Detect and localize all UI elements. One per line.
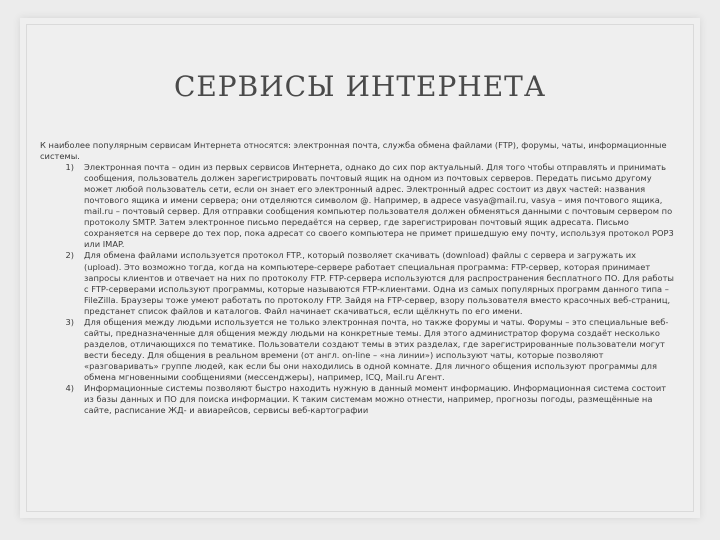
list-item-number: 2): [65, 250, 74, 261]
list-item: [40, 250, 676, 316]
list-item-number: 3): [65, 316, 74, 327]
slide-body: [40, 140, 676, 416]
list-item-text: Информационные системы позволяют быстро находить нужную в данный момент информацию. Информационная система состоит из базы данных и ПО для поиска информации. К таким системам можно отнести, например, прогнозы погоды, размещённые на сайте, расписание ЖД- и авиарейсов, сервисы веб-картографии: [84, 383, 667, 416]
list-item: [40, 383, 676, 416]
intro-paragraph: К наиболее популярным сервисам Интернета относятся: электронная почта, служба обмена файлами (FTP), форумы, чаты, информационные системы.: [40, 140, 667, 162]
list-item-text: Для общения между людьми используется не только электронная почта, но также форумы и чаты. Форумы – это специальные веб-сайты, предназначенные для общения между людьми на конкретные темы. Для этого администратор форума создаёт несколько разделов, отличающихся по тематике. Пользователи создают темы в этих разделах, где зарегистрированные пользователи могут вести беседу. Для общения в реальном времени (от англ. on-line – «на линии») используют чаты, которые позволяют «разговаривать» группе людей, как если бы они находились в одной комнате. Для личного общения используют программы для обмена мгновенными сообщениями (мессенджеры), например, ICQ, Mail.ru Агент.: [84, 316, 669, 382]
list-item: [40, 162, 676, 250]
list-item-number: 4): [65, 383, 74, 394]
list-item-number: 1): [65, 162, 74, 173]
list-item-text: Для обмена файлами используется протокол FTP., который позволяет скачивать (download) файлы с сервера и загружать их (upload). Это возможно тогда, когда на компьютере-сервере работает специальная программа: FTP-сервер, которая принимает запросы клиентов и отвечает на них по протоколу FTP. FTP-сервера используются для распространения бесплатного ПО. Для работы с FTP-серверами используют программы, которые называются FTP-клиентами. Одна из самых популярных программ данного типа – FileZilla. Браузеры тоже умеют работать по протоколу FTP. Зайдя на FTP-сервер, взору пользователя вместо красочных веб-страниц, предстанет список файлов и каталогов. Файл начинает скачиваться, если щёлкнуть по его имени.: [84, 250, 674, 316]
slide: [20, 18, 700, 518]
slide-title: СЕРВИСЫ ИНТЕРНЕТА: [173, 70, 547, 103]
list-item: [40, 317, 676, 383]
services-list: [40, 162, 676, 416]
list-item-text: Электронная почта – один из первых сервисов Интернета, однако до сих пор актуальный. Для того чтобы отправлять и принимать сообщения, пользователь должен зарегистрировать почтовый ящик на одном из почтовых серверов. Передать письмо другому может любой пользователь сети, если он знает его электронный адрес. Электронный адрес состоит из двух частей: названия почтового ящика и имени сервера; они отделяются символом @. Например, в адресе vasya@mail.ru, vasya – имя почтового ящика, mail.ru – почтовый сервер. Для отправки сообщения компьютер пользователя должен обменяться данными с почтовым сервером по протоколу SMTP. Затем электронное письмо передаётся на сервер, где зарегистрирован почтовый ящик адресата. Письмо сохраняется на сервере до тех пор, пока адресат со своего компьютера не примет пришедшую ему почту, используя протокол POP3 или IMAP.: [84, 162, 674, 250]
